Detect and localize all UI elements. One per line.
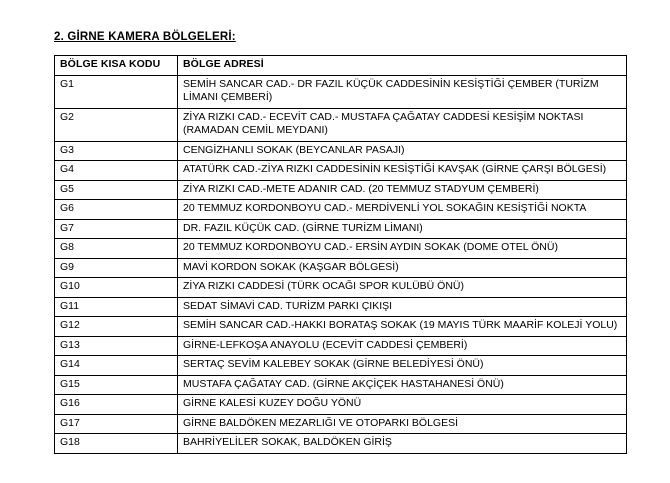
table-row xyxy=(55,180,627,200)
cell-zone-address: GİRNE KALESİ KUZEY DOĞU YÖNÜ xyxy=(178,395,627,415)
cell-zone-code: G7 xyxy=(55,219,178,239)
cell-zone-address: 20 TEMMUZ KORDONBOYU CAD.- MERDİVENLİ YOL SOKAĞIN KESİŞTİĞİ NOKTA xyxy=(178,200,627,220)
cell-zone-code: G14 xyxy=(55,356,178,376)
cell-zone-address: BAHRİYELİLER SOKAK, BALDÖKEN GİRİŞ xyxy=(178,434,627,454)
table-row xyxy=(55,317,627,337)
cell-zone-code: G18 xyxy=(55,434,178,454)
column-header-code: BÖLGE KISA KODU xyxy=(55,56,178,76)
table-header-row xyxy=(55,56,627,76)
cell-zone-address: SEMİH SANCAR CAD.- DR FAZIL KÜÇÜK CADDESİNİN KESİŞTİĞİ ÇEMBER (TURİZM LİMANI ÇEMBERİ) xyxy=(178,75,627,108)
cell-zone-code: G11 xyxy=(55,297,178,317)
cell-zone-address: SERTAÇ SEVİM KALEBEY SOKAK (GİRNE BELEDİYESİ ÖNÜ) xyxy=(178,356,627,376)
camera-zones-table xyxy=(54,55,627,454)
cell-zone-code: G3 xyxy=(55,141,178,161)
cell-zone-code: G15 xyxy=(55,375,178,395)
page-title: 2. GİRNE KAMERA BÖLGELERİ: xyxy=(54,31,236,43)
table-row xyxy=(55,141,627,161)
cell-zone-code: G8 xyxy=(55,239,178,259)
table-row xyxy=(55,161,627,181)
table-row xyxy=(55,414,627,434)
cell-zone-code: G4 xyxy=(55,161,178,181)
cell-zone-address: ZİYA RIZKI CAD.-METE ADANIR CAD. (20 TEMMUZ STADYUM ÇEMBERİ) xyxy=(178,180,627,200)
table-row xyxy=(55,336,627,356)
cell-zone-code: G1 xyxy=(55,75,178,108)
table-body xyxy=(55,75,627,453)
cell-zone-code: G13 xyxy=(55,336,178,356)
cell-zone-address: GİRNE BALDÖKEN MEZARLIĞI VE OTOPARKI BÖLGESİ xyxy=(178,414,627,434)
table-row xyxy=(55,200,627,220)
table-row xyxy=(55,434,627,454)
cell-zone-code: G2 xyxy=(55,108,178,141)
table-row xyxy=(55,258,627,278)
cell-zone-address: ATATÜRK CAD.-ZİYA RIZKI CADDESİNİN KESİŞTİĞİ KAVŞAK (GİRNE ÇARŞI BÖLGESİ) xyxy=(178,161,627,181)
cell-zone-code: G17 xyxy=(55,414,178,434)
cell-zone-address: ZİYA RIZKI CADDESİ (TÜRK OCAĞI SPOR KULÜBÜ ÖNÜ) xyxy=(178,278,627,298)
table-row xyxy=(55,278,627,298)
cell-zone-code: G9 xyxy=(55,258,178,278)
table-row xyxy=(55,219,627,239)
cell-zone-code: G10 xyxy=(55,278,178,298)
cell-zone-address: MAVİ KORDON SOKAK (KAŞGAR BÖLGESİ) xyxy=(178,258,627,278)
table-row xyxy=(55,375,627,395)
table-row xyxy=(55,108,627,141)
cell-zone-address: GİRNE-LEFKOŞA ANAYOLU (ECEVİT CADDESİ ÇEMBERİ) xyxy=(178,336,627,356)
table-row xyxy=(55,356,627,376)
table-row xyxy=(55,239,627,259)
cell-zone-address: 20 TEMMUZ KORDONBOYU CAD.- ERSİN AYDIN SOKAK (DOME OTEL ÖNÜ) xyxy=(178,239,627,259)
cell-zone-code: G5 xyxy=(55,180,178,200)
cell-zone-code: G16 xyxy=(55,395,178,415)
table-row xyxy=(55,75,627,108)
cell-zone-code: G12 xyxy=(55,317,178,337)
cell-zone-address: SEMİH SANCAR CAD.-HAKKI BORATAŞ SOKAK (19 MAYIS TÜRK MAARİF KOLEJİ YOLU) xyxy=(178,317,627,337)
column-header-address: BÖLGE ADRESİ xyxy=(178,56,627,76)
table-row xyxy=(55,395,627,415)
table-row xyxy=(55,297,627,317)
cell-zone-address: ZİYA RIZKI CAD.- ECEVİT CAD.- MUSTAFA ÇAĞATAY CADDESİ KESİŞİM NOKTASI (RAMADAN CEMİL MEYDANI) xyxy=(178,108,627,141)
cell-zone-address: CENGİZHANLI SOKAK (BEYCANLAR PASAJI) xyxy=(178,141,627,161)
cell-zone-code: G6 xyxy=(55,200,178,220)
cell-zone-address: MUSTAFA ÇAĞATAY CAD. (GİRNE AKÇİÇEK HASTAHANESİ ÖNÜ) xyxy=(178,375,627,395)
cell-zone-address: SEDAT SİMAVİ CAD. TURİZM PARKI ÇIKIŞI xyxy=(178,297,627,317)
cell-zone-address: DR. FAZIL KÜÇÜK CAD. (GİRNE TURİZM LİMANI) xyxy=(178,219,627,239)
